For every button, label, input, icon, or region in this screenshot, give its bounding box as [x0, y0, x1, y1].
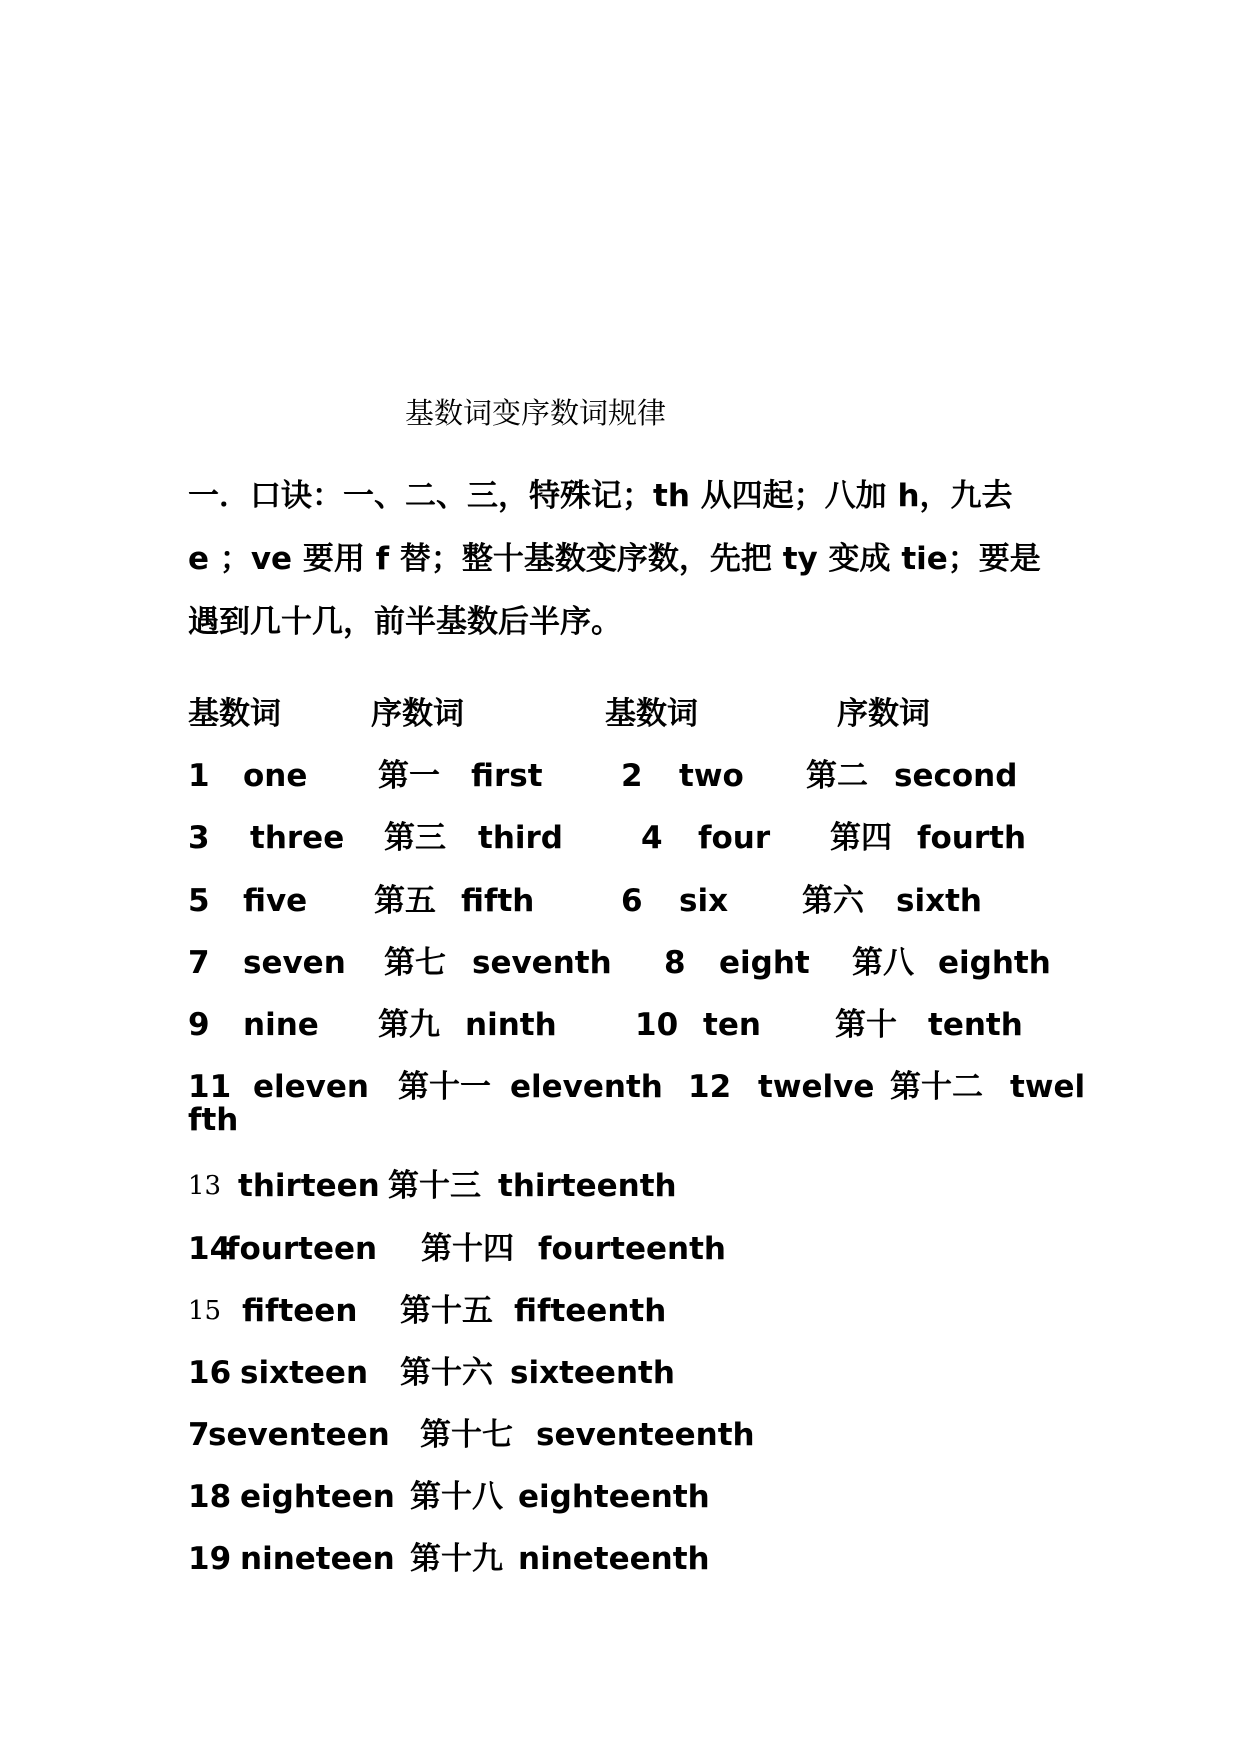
ordinal-word: twel — [1010, 1069, 1086, 1105]
ordinal-chinese: 第十一 — [398, 1069, 491, 1105]
cardinal-number: 6 — [621, 883, 643, 919]
cardinal-word: three — [250, 820, 345, 856]
ordinal-word: sixteenth — [510, 1355, 675, 1391]
ordinal-word: fourteenth — [538, 1231, 726, 1267]
cardinal-number: 11 — [188, 1069, 232, 1105]
ordinal-word: fourth — [917, 820, 1027, 856]
ordinal-word: tenth — [928, 1007, 1023, 1043]
header-cardinal-1: 基数词 — [188, 696, 281, 732]
single-row — [188, 1537, 1088, 1581]
ordinal-word: eighteenth — [518, 1479, 710, 1515]
cardinal-word: thirteen — [238, 1168, 380, 1204]
ordinal-word: thirteenth — [498, 1168, 677, 1204]
page-title: 基数词变序数词规律 — [405, 396, 667, 430]
pair-row — [188, 1003, 1088, 1047]
cardinal-word: nine — [243, 1007, 319, 1043]
cardinal-word: four — [698, 820, 771, 856]
ordinal-chinese: 第十三 — [388, 1168, 481, 1204]
rule-line-2: e ；ve 要用 f 替；整十基数变序数，先把 ty 变成 tie；要是 — [188, 541, 1041, 577]
ordinal-chinese: 第十八 — [410, 1479, 503, 1515]
ordinal-word: second — [894, 758, 1018, 794]
ordinal-word: fifteenth — [514, 1293, 667, 1329]
single-row — [188, 1475, 1088, 1519]
cardinal-word: one — [243, 758, 308, 794]
single-row — [188, 1164, 1088, 1208]
ordinal-word: seventh — [472, 945, 612, 981]
ordinal-word: seventeenth — [536, 1417, 755, 1453]
ordinal-word: third — [478, 820, 563, 856]
pair-row — [188, 941, 1088, 985]
ordinal-chinese: 第十六 — [400, 1355, 493, 1391]
cardinal-number: 14 — [188, 1231, 232, 1267]
cardinal-word: ten — [703, 1007, 761, 1043]
ordinal-chinese: 第十九 — [410, 1541, 503, 1577]
cardinal-number: 5 — [188, 883, 210, 919]
ordinal-chinese: 第五 — [374, 883, 436, 919]
ordinal-chinese: 第三 — [384, 820, 446, 856]
ordinal-word: eighth — [938, 945, 1051, 981]
header-cardinal-2: 基数词 — [605, 696, 698, 732]
header-ordinal-1: 序数词 — [371, 696, 464, 732]
cardinal-word: fifteen — [242, 1293, 358, 1329]
ordinal-word: eleventh — [510, 1069, 663, 1105]
ordinal-word: ninth — [465, 1007, 557, 1043]
ordinal-chinese: 第二 — [806, 758, 868, 794]
ordinal-chinese: 第六 — [802, 883, 864, 919]
cardinal-number: 4 — [641, 820, 663, 856]
cardinal-number: 16 — [188, 1355, 232, 1391]
cardinal-word: sixteen — [240, 1355, 369, 1391]
ordinal-word: fifth — [461, 883, 535, 919]
header-row — [188, 692, 1088, 736]
cardinal-word: five — [243, 883, 308, 919]
cardinal-word: eighteen — [240, 1479, 395, 1515]
cardinal-number: 8 — [664, 945, 686, 981]
ordinal-chinese: 第十五 — [400, 1293, 493, 1329]
cardinal-word: twelve — [758, 1069, 875, 1105]
pair-row — [188, 816, 1088, 860]
cardinal-number: 3 — [188, 820, 210, 856]
rule-line-3: 遇到几十几，前半基数后半序。 — [188, 604, 622, 640]
ordinal-chinese: 第一 — [378, 758, 440, 794]
pair-row — [188, 754, 1088, 798]
ordinal-word: nineteenth — [518, 1541, 710, 1577]
ordinal-chinese: 第九 — [378, 1007, 440, 1043]
single-row — [188, 1289, 1088, 1333]
cardinal-number: 2 — [621, 758, 643, 794]
cardinal-word: seventeen — [208, 1417, 390, 1453]
cardinal-word: fourteen — [226, 1231, 378, 1267]
cardinal-number: 7 — [188, 945, 210, 981]
cardinal-word: eleven — [253, 1069, 369, 1105]
cardinal-number: 13 — [188, 1171, 222, 1201]
pair-row — [188, 879, 1088, 923]
pair-row — [188, 1065, 1088, 1109]
ordinal-word: first — [471, 758, 543, 794]
cardinal-word: eight — [719, 945, 810, 981]
ordinal-chinese: 第十二 — [890, 1069, 983, 1105]
ordinal-chinese: 第十四 — [421, 1231, 514, 1267]
cardinal-word: nineteen — [240, 1541, 395, 1577]
cardinal-number: 10 — [635, 1007, 679, 1043]
cardinal-word: seven — [243, 945, 346, 981]
ordinal-chinese: 第十 — [835, 1007, 897, 1043]
cardinal-number: 18 — [188, 1479, 232, 1515]
ordinal-chinese: 第四 — [830, 820, 892, 856]
ordinal-chinese: 第八 — [852, 945, 914, 981]
cardinal-word: two — [679, 758, 744, 794]
cardinal-number: 15 — [188, 1296, 222, 1326]
single-row — [188, 1227, 1088, 1271]
rule-line-1: 一．口诀：一、二、三，特殊记；th 从四起；八加 h，九去 — [188, 478, 1013, 514]
cardinal-number: 12 — [688, 1069, 732, 1105]
cardinal-word: six — [679, 883, 729, 919]
single-row — [188, 1413, 1088, 1457]
ordinal-chinese: 第十七 — [420, 1417, 513, 1453]
wrapped-word-tail: fth — [188, 1102, 239, 1138]
single-row — [188, 1351, 1088, 1395]
ordinal-word: sixth — [896, 883, 982, 919]
cardinal-number: 9 — [188, 1007, 210, 1043]
cardinal-number: 1 — [188, 758, 210, 794]
ordinal-chinese: 第七 — [384, 945, 446, 981]
cardinal-number: 7 — [188, 1417, 210, 1453]
cardinal-number: 19 — [188, 1541, 232, 1577]
header-ordinal-2: 序数词 — [837, 696, 930, 732]
